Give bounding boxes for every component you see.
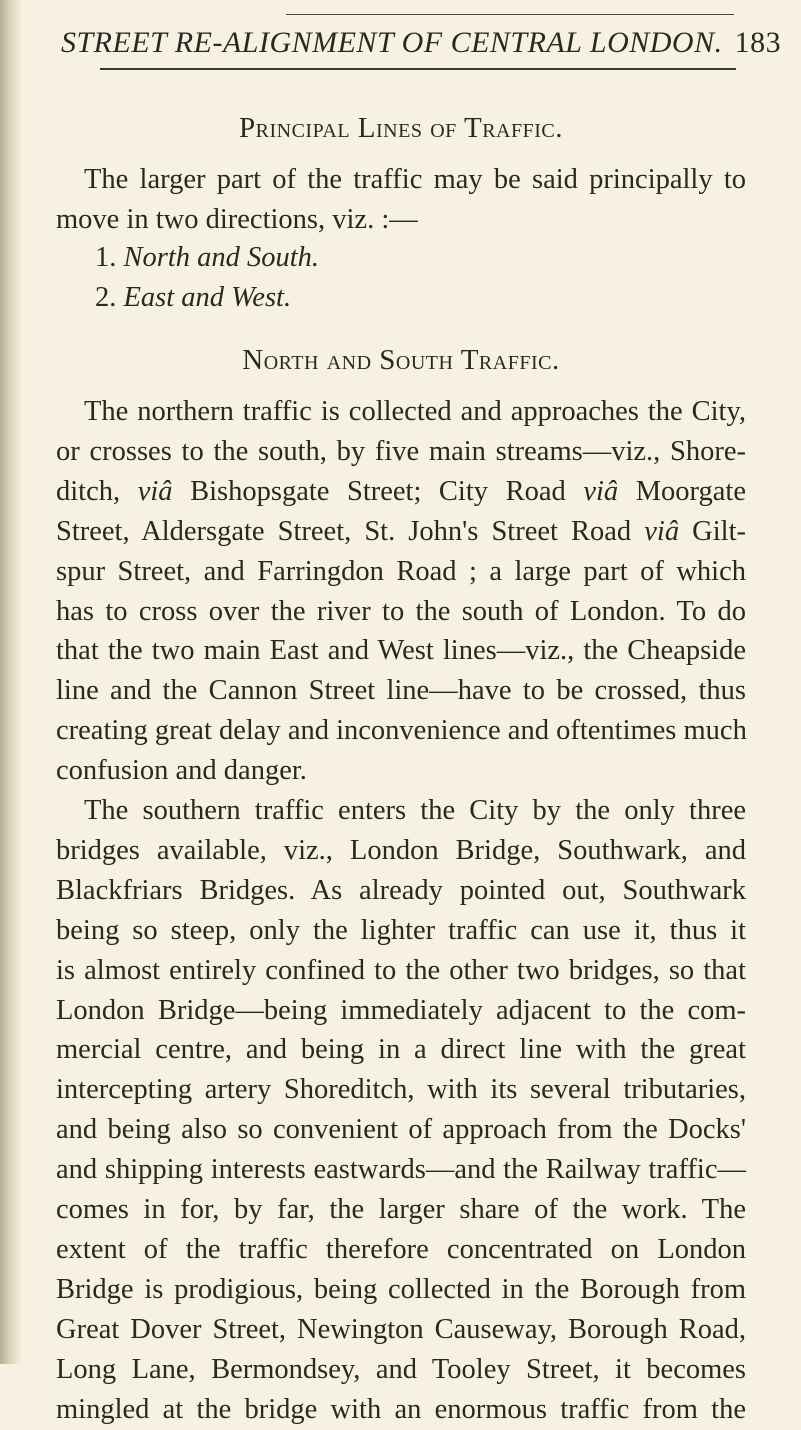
page-number: 183 [734, 26, 782, 59]
paragraph-line: mingled at the bridge with an enormous traffic from the [56, 1393, 746, 1425]
paragraph-line: spur Street, and Farringdon Road ; a large part of which [56, 555, 746, 587]
paragraph-line: intercepting artery Shoreditch, with its several tributaries, [56, 1074, 746, 1106]
paragraph-line: Bridge is prodigious, being collected in the Borough from [56, 1273, 746, 1305]
header-rule-top [286, 14, 734, 15]
section-heading-principal-lines: Principal Lines of Traffic. [239, 112, 563, 144]
running-head [61, 26, 782, 60]
section-heading-north-south: North and South Traffic. [242, 344, 560, 376]
paragraph-line: or crosses to the south, by five main streams—viz., Shore- [56, 435, 746, 467]
paragraph-line: and being also so convenient of approach from the Docks' [56, 1114, 746, 1146]
list-text: North and South. [123, 242, 320, 273]
paragraph-line: creating great delay and inconvenience and oftentimes much [56, 715, 747, 747]
paragraph-line: The northern traffic is collected and approaches the City, [84, 396, 746, 427]
paragraph-line: line and the Cannon Street line—have to be crossed, thus [56, 675, 746, 707]
list-item-north-south [95, 242, 319, 274]
paragraph-line: Great Dover Street, Newington Causeway, Borough Road, [56, 1313, 746, 1345]
list-text: East and West. [123, 282, 292, 313]
paragraph-line: Street, Aldersgate Street, St. John's Street Road viâ Gilt- [56, 515, 747, 547]
paragraph-line: confusion and danger. [56, 755, 307, 787]
running-head-title: STREET RE-ALIGNMENT OF CENTRAL LONDON. [61, 26, 723, 59]
paragraph-line: London Bridge—being immediately adjacent to the com- [56, 994, 746, 1026]
paragraph-line: is almost entirely confined to the other two bridges, so that [56, 954, 746, 986]
paragraph-line: Long Lane, Bermondsey, and Tooley Street, it becomes [56, 1353, 746, 1385]
paragraph-line: comes in for, by far, the larger share of the work. The [56, 1194, 746, 1225]
binding-shadow [0, 0, 22, 1364]
paragraph-line: extent of the traffic therefore concentrated on London [56, 1233, 746, 1265]
paragraph-line: and shipping interests eastwards—and the Railway traffic— [56, 1154, 746, 1186]
list-item-east-west [95, 282, 291, 314]
paragraph-line: has to cross over the river to the south of London. To do [56, 595, 746, 627]
paragraph-line: mercial centre, and being in a direct line with the great [56, 1034, 746, 1066]
paragraph-line: bridges available, viz., London Bridge, Southwark, and [56, 834, 746, 866]
paragraph-line: move in two directions, viz. :— [56, 204, 418, 235]
list-number: 1. [95, 242, 117, 273]
paragraph-line: The southern traffic enters the City by the only three [84, 795, 746, 826]
list-number: 2. [95, 282, 117, 313]
paragraph-line: that the two main East and West lines—viz., the Cheapside [56, 635, 746, 667]
paragraph-line: The larger part of the traffic may be said principally to [84, 164, 746, 195]
paragraph-line: being so steep, only the lighter traffic can use it, thus it [56, 914, 746, 946]
paragraph-line: Blackfriars Bridges. As already pointed out, Southwark [56, 874, 746, 906]
paragraph-line: ditch, viâ Bishopsgate Street; City Road viâ Moorgate [56, 475, 746, 507]
header-rule-bottom [100, 68, 736, 70]
